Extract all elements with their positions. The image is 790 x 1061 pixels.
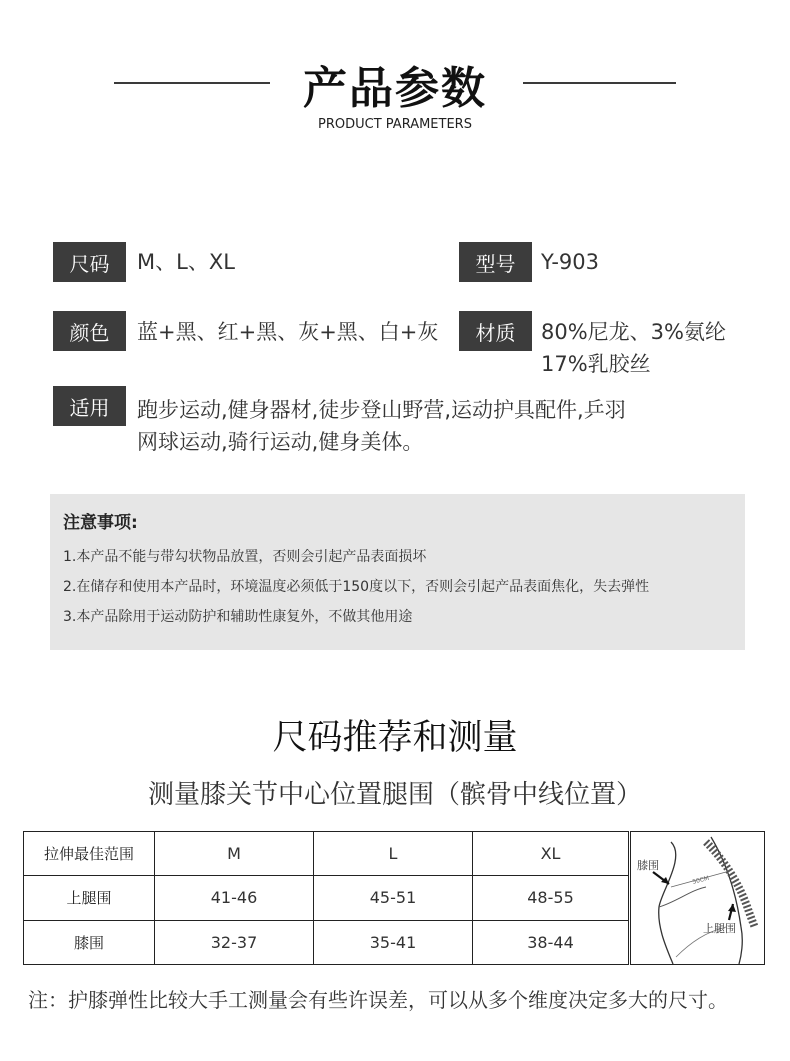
table-cell: 38-44 [473, 920, 629, 964]
knee-illustration [631, 832, 764, 964]
model-value: Y-903 [541, 250, 599, 274]
table-header-cell: XL [473, 832, 629, 876]
knee-diagram [630, 831, 765, 965]
size-table [23, 831, 629, 965]
knee-label: 膝围 [637, 859, 659, 872]
size-section-title: 尺码推荐和测量 [272, 718, 518, 758]
size-label: 尺码 [53, 242, 126, 282]
size-section-subtitle: 测量膝关节中心位置腿围（髌骨中线位置） [147, 780, 642, 810]
table-cell: 45-51 [314, 876, 473, 920]
usage-value-line1: 跑步运动,健身器材,徒步登山野营,运动护具配件,乒羽 [137, 398, 626, 422]
table-cell: 膝围 [24, 920, 155, 964]
color-label: 颜色 [53, 311, 126, 351]
model-label: 型号 [459, 242, 532, 282]
table-cell: 48-55 [473, 876, 629, 920]
notes-box [50, 494, 745, 650]
table-header-row [24, 832, 629, 876]
table-cell: 41-46 [155, 876, 314, 920]
svg-text:50CM: 50CM [691, 874, 710, 886]
table-header-cell: M [155, 832, 314, 876]
notes-item: 2.在储存和使用本产品时，环境温度必须低于150度以下，否则会引起产品表面焦化，失去弹性 [63, 579, 650, 595]
footer-note: 注：护膝弹性比较大手工测量会有些许误差，可以从多个维度决定多大的尺寸。 [28, 988, 728, 1012]
table-row [24, 876, 629, 920]
thigh-label: 上腿围 [703, 922, 736, 935]
material-value-line1: 80%尼龙、3%氨纶 [541, 320, 726, 344]
page-title: 产品参数 [303, 63, 487, 114]
table-header-cell: L [314, 832, 473, 876]
usage-value-line2: 网球运动,骑行运动,健身美体。 [137, 430, 424, 454]
notes-item: 3.本产品除用于运动防护和辅助性康复外，不做其他用途 [63, 609, 413, 625]
table-header-cell: 拉伸最佳范围 [24, 832, 155, 876]
table-row [24, 920, 629, 964]
page-subtitle: PRODUCT PARAMETERS [318, 117, 472, 132]
notes-item: 1.本产品不能与带勾状物品放置，否则会引起产品表面损坏 [63, 549, 427, 565]
size-value: M、L、XL [137, 250, 235, 274]
table-cell: 上腿围 [24, 876, 155, 920]
table-cell: 32-37 [155, 920, 314, 964]
notes-title: 注意事项: [63, 513, 138, 533]
color-value: 蓝+黑、红+黑、灰+黑、白+灰 [137, 320, 439, 344]
table-cell: 35-41 [314, 920, 473, 964]
material-value-line2: 17%乳胶丝 [541, 352, 651, 376]
material-label: 材质 [459, 311, 532, 351]
usage-label: 适用 [53, 386, 126, 426]
